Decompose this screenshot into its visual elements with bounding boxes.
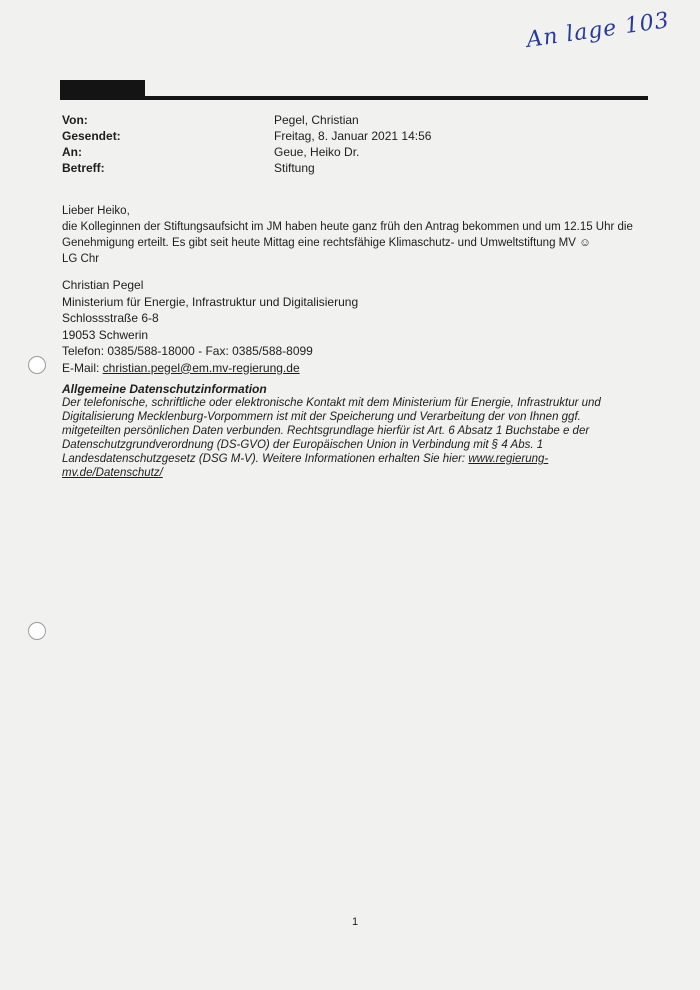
privacy-line-1: Der telefonische, schriftliche oder elektronische Kontakt mit dem Ministerium für Energie, Infrastruktur und <box>62 397 601 409</box>
privacy-line-5-text: Landesdatenschutzgesetz (DSG M-V). Weitere Informationen erhalten Sie hier: <box>62 453 469 465</box>
to-value: Geue, Heiko Dr. <box>274 145 360 159</box>
privacy-line-3: mitgeteilten persönlichen Daten verbunden. Rechtsgrundlage hierfür ist Art. 6 Absatz 1 Buchstabe e der <box>62 425 590 437</box>
handwritten-annotation: An lage 103 <box>524 8 672 53</box>
privacy-link-part-1[interactable]: www.regierung- <box>468 453 549 465</box>
page-number: 1 <box>352 916 359 928</box>
from-label: Von: <box>62 113 88 127</box>
email-body <box>62 203 652 267</box>
to-row <box>62 144 431 160</box>
subject-value: Stiftung <box>274 161 315 175</box>
from-row <box>62 112 431 128</box>
body-line-1: die Kolleginnen der Stiftungsaufsicht im JM haben heute ganz früh den Antrag bekommen und um 12.15 Uhr die <box>62 221 633 233</box>
body-line-2: Genehmigung erteilt. Es gibt seit heute Mittag eine rechtsfähige Klimaschutz- und Umweltstiftung MV ☺ <box>62 237 591 249</box>
signature-street: Schlossstraße 6-8 <box>62 311 159 325</box>
privacy-line-5 <box>62 452 652 466</box>
signature-ministry: Ministerium für Energie, Infrastruktur und Digitalisierung <box>62 294 359 309</box>
sent-value: Freitag, 8. Januar 2021 14:56 <box>274 129 432 143</box>
privacy-title: Allgemeine Datenschutzinformation <box>62 382 267 396</box>
signature-phone: Telefon: 0385/588-18000 - Fax: 0385/588-8099 <box>62 344 313 358</box>
signature-block <box>62 277 358 376</box>
sent-label: Gesendet: <box>62 129 121 143</box>
closing: LG Chr <box>62 253 100 265</box>
punch-hole <box>28 356 46 374</box>
subject-row <box>62 160 431 176</box>
privacy-line-2: Digitalisierung Mecklenburg-Vorpommern ist mit der Speicherung und Verarbeitung der von Ihnen ggf. <box>62 411 581 423</box>
header-rule <box>60 96 648 100</box>
to-label: An: <box>62 145 82 159</box>
sent-row <box>62 128 431 144</box>
signature-city: 19053 Schwerin <box>62 327 149 342</box>
email-header <box>62 112 431 176</box>
signature-email-link[interactable]: christian.pegel@em.mv-regierung.de <box>102 360 300 375</box>
subject-label: Betreff: <box>62 161 105 175</box>
greeting: Lieber Heiko, <box>62 205 130 217</box>
signature-email-row <box>62 360 358 377</box>
privacy-line-4: Datenschutzgrundverordnung (DS-GVO) der Europäischen Union in Verbindung mit § 4 Abs. 1 <box>62 439 544 451</box>
punch-hole <box>28 622 46 640</box>
privacy-link-part-2[interactable]: mv.de/Datenschutz/ <box>62 467 163 479</box>
signature-email-label: E-Mail: <box>62 360 103 375</box>
privacy-line-6 <box>62 466 652 480</box>
signature-name: Christian Pegel <box>62 278 144 292</box>
from-value: Pegel, Christian <box>274 113 359 127</box>
privacy-notice <box>62 382 652 480</box>
